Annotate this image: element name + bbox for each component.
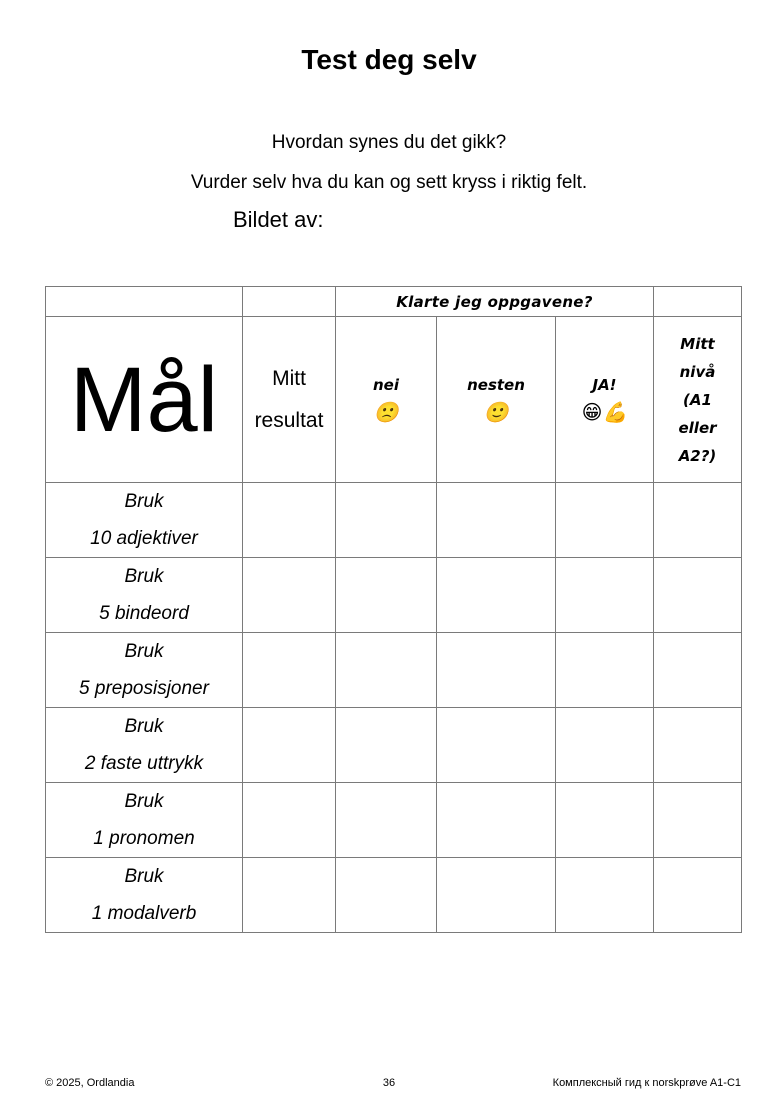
rating-cell-yes[interactable]	[556, 633, 654, 708]
goal-cell	[46, 858, 243, 933]
level-cell[interactable]	[654, 633, 742, 708]
level-header-line: eller	[678, 418, 717, 437]
result-cell[interactable]	[243, 483, 336, 558]
result-cell[interactable]	[243, 783, 336, 858]
goal-cell	[46, 783, 243, 858]
goal-verb: Bruk	[124, 716, 164, 737]
rating-cell-yes[interactable]	[556, 783, 654, 858]
result-header	[243, 317, 336, 483]
empty-header-cell	[243, 287, 336, 317]
table-header-top	[46, 287, 742, 317]
level-cell[interactable]	[654, 558, 742, 633]
smile-face-icon: 🙂	[483, 399, 509, 424]
rating-header-almost	[437, 317, 556, 483]
footer-page-number: 36	[382, 1077, 396, 1089]
goal-cell	[46, 708, 243, 783]
empty-header-cell	[46, 287, 243, 317]
level-header-line: Mitt	[680, 334, 715, 353]
table-row	[46, 633, 742, 708]
goal-item: 1 pronomen	[93, 828, 195, 849]
rating-cell-almost[interactable]	[437, 558, 556, 633]
tasks-group-header: Klarte jeg oppgavene?	[336, 287, 654, 317]
empty-header-cell	[654, 287, 742, 317]
table-header-main	[46, 317, 742, 483]
goal-item: 5 bindeord	[99, 603, 189, 624]
grin-and-flexed-arm-icon: 😁💪	[581, 399, 628, 424]
sad-face-icon: 🙁	[373, 399, 399, 424]
rating-label: nesten	[467, 375, 525, 394]
rating-cell-yes[interactable]	[556, 708, 654, 783]
table-row	[46, 858, 742, 933]
rating-cell-yes[interactable]	[556, 858, 654, 933]
goal-verb: Bruk	[124, 791, 164, 812]
rating-header-no	[336, 317, 437, 483]
goal-item: 10 adjektiver	[90, 528, 198, 549]
footer-book-title: Комплексный гид к norskprøve A1-C1	[552, 1077, 741, 1089]
self-assessment-table	[45, 286, 742, 933]
table-row	[46, 483, 742, 558]
result-header-line: Mitt	[272, 366, 306, 390]
picture-label: Bildet av:	[233, 207, 324, 232]
rating-label: nei	[373, 375, 399, 394]
level-header	[654, 317, 742, 483]
level-cell[interactable]	[654, 483, 742, 558]
goal-item: 5 preposisjoner	[79, 678, 209, 699]
rating-cell-no[interactable]	[336, 483, 437, 558]
footer-copyright: © 2025, Ordlandia	[45, 1077, 135, 1089]
rating-cell-almost[interactable]	[437, 783, 556, 858]
rating-cell-almost[interactable]	[437, 708, 556, 783]
rating-cell-no[interactable]	[336, 633, 437, 708]
rating-cell-yes[interactable]	[556, 483, 654, 558]
result-cell[interactable]	[243, 558, 336, 633]
goal-header: Mål	[46, 317, 243, 483]
level-cell[interactable]	[654, 858, 742, 933]
rating-cell-no[interactable]	[336, 708, 437, 783]
goal-cell	[46, 483, 243, 558]
table-row	[46, 783, 742, 858]
goal-verb: Bruk	[124, 566, 164, 587]
level-header-line: nivå	[679, 362, 716, 381]
goal-cell	[46, 558, 243, 633]
goal-item: 2 faste uttrykk	[84, 753, 204, 774]
result-cell[interactable]	[243, 708, 336, 783]
rating-header-yes	[556, 317, 654, 483]
goal-item: 1 modalverb	[91, 903, 197, 924]
rating-cell-almost[interactable]	[437, 633, 556, 708]
rating-cell-no[interactable]	[336, 858, 437, 933]
result-header-line: resultat	[254, 408, 324, 432]
goal-verb: Bruk	[124, 866, 164, 887]
level-header-line: A2?)	[678, 446, 717, 465]
level-cell[interactable]	[654, 708, 742, 783]
result-cell[interactable]	[243, 858, 336, 933]
level-cell[interactable]	[654, 783, 742, 858]
rating-cell-yes[interactable]	[556, 558, 654, 633]
rating-cell-almost[interactable]	[437, 483, 556, 558]
rating-label: JA!	[592, 375, 617, 394]
page-title: Test deg selv	[301, 44, 477, 75]
result-cell[interactable]	[243, 633, 336, 708]
intro-instruction: Vurder selv hva du kan og sett kryss i riktig felt.	[190, 172, 588, 193]
goal-verb: Bruk	[124, 491, 164, 512]
rating-cell-almost[interactable]	[437, 858, 556, 933]
rating-cell-no[interactable]	[336, 783, 437, 858]
table-row	[46, 708, 742, 783]
goal-verb: Bruk	[124, 641, 164, 662]
goal-cell	[46, 633, 243, 708]
level-header-line: (A1	[683, 390, 712, 409]
intro-question: Hvordan synes du det gikk?	[271, 132, 507, 153]
table-row	[46, 558, 742, 633]
rating-cell-no[interactable]	[336, 558, 437, 633]
